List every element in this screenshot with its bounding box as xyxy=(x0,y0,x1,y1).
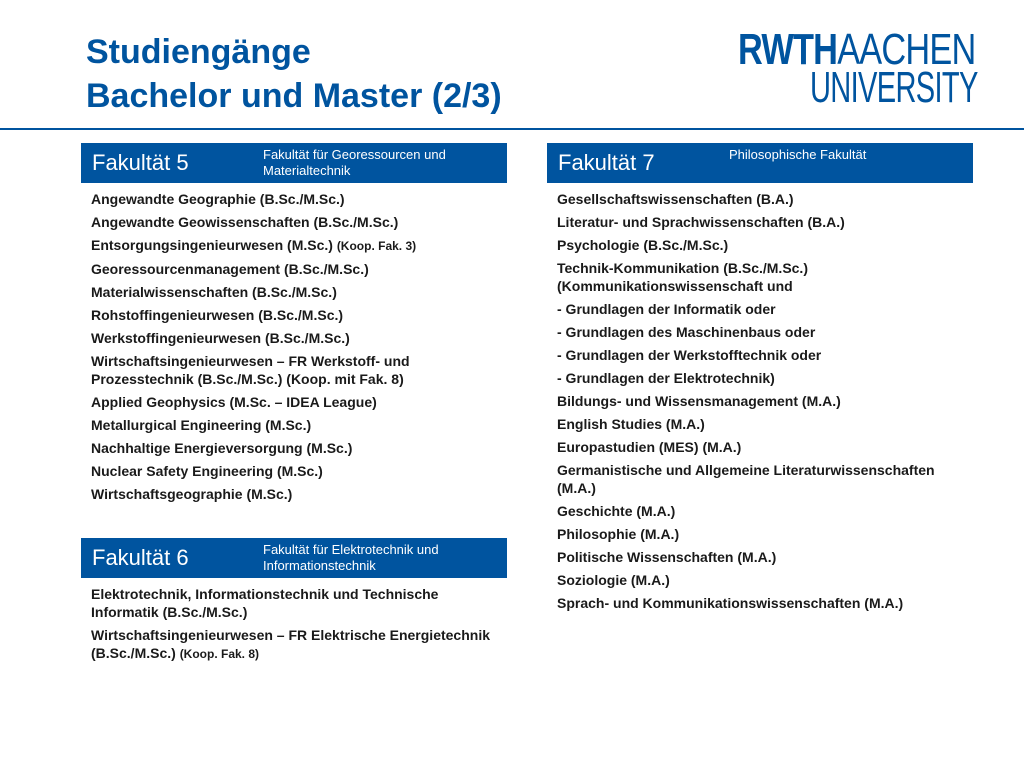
fakultaet6-program-list xyxy=(91,585,503,668)
fakultaet7-description: Philosophische Fakultät xyxy=(729,147,867,162)
fakultaet6-label: Fakultät 6 xyxy=(92,545,189,570)
fakultaet5-header xyxy=(81,143,507,183)
program-name: Georessourcenmanagement (B.Sc./M.Sc.) xyxy=(91,261,369,277)
program-name: Wirtschaftsgeographie (M.Sc.) xyxy=(91,486,293,502)
program-item xyxy=(557,323,969,341)
program-item xyxy=(91,283,503,301)
program-item xyxy=(557,190,969,208)
program-item xyxy=(91,439,503,457)
fakultaet5-description: Fakultät für Georessourcen und Materialtechnik xyxy=(263,147,446,178)
program-name: Politische Wissenschaften (M.A.) xyxy=(557,549,777,565)
program-name: - Grundlagen der Elektrotechnik) xyxy=(557,370,775,386)
program-item xyxy=(91,626,503,663)
program-name: - Grundlagen der Informatik oder xyxy=(557,301,776,317)
program-item xyxy=(91,352,503,388)
program-item xyxy=(557,346,969,364)
header-divider xyxy=(0,128,1024,130)
fakultaet5-program-list xyxy=(91,190,503,508)
logo-rwth: RWTH xyxy=(738,25,838,74)
program-name: Applied Geophysics (M.Sc. – IDEA League) xyxy=(91,394,377,410)
program-item xyxy=(91,416,503,434)
program-name: Literatur- und Sprachwissenschaften (B.A.) xyxy=(557,214,845,230)
page-title xyxy=(86,30,502,118)
program-item xyxy=(91,236,503,255)
program-item xyxy=(557,300,969,318)
program-name: Entsorgungsingenieurwesen (M.Sc.) xyxy=(91,237,333,253)
program-item xyxy=(91,306,503,324)
program-item xyxy=(557,369,969,387)
program-name: Geschichte (M.A.) xyxy=(557,503,676,519)
fakultaet7-header xyxy=(547,143,973,183)
program-name: Nuclear Safety Engineering (M.Sc.) xyxy=(91,463,323,479)
program-item xyxy=(557,415,969,433)
program-name: Angewandte Geographie (B.Sc./M.Sc.) xyxy=(91,191,345,207)
program-name: Angewandte Geowissenschaften (B.Sc./M.Sc.) xyxy=(91,214,399,230)
program-item xyxy=(557,571,969,589)
page-title-line1: Studiengänge xyxy=(86,33,311,71)
program-name: Wirtschaftsingenieurwesen – FR Werkstoff- und Prozesstechnik (B.Sc./M.Sc.) (Koop. mit Fak. 8) xyxy=(91,353,410,387)
program-item xyxy=(557,548,969,566)
logo-university: UNIVERSITY xyxy=(810,63,978,112)
program-name: Sprach- und Kommunikationswissenschaften (M.A.) xyxy=(557,595,904,611)
rwth-logo xyxy=(738,25,1000,112)
program-item xyxy=(557,438,969,456)
program-item xyxy=(91,393,503,411)
program-item xyxy=(91,260,503,278)
program-item xyxy=(557,213,969,231)
program-item xyxy=(91,190,503,208)
program-name: Werkstoffingenieurwesen (B.Sc./M.Sc.) xyxy=(91,330,350,346)
program-name: Gesellschaftswissenschaften (B.A.) xyxy=(557,191,794,207)
program-cooperation-note: (Koop. Fak. 3) xyxy=(336,239,417,253)
fakultaet5-label: Fakultät 5 xyxy=(92,150,189,175)
program-name: Rohstoffingenieurwesen (B.Sc./M.Sc.) xyxy=(91,307,344,323)
program-item xyxy=(91,213,503,231)
program-name: Technik-Kommunikation (B.Sc./M.Sc.) (Kommunikationswissenschaft und xyxy=(557,260,808,294)
fakultaet7-program-list xyxy=(557,190,969,617)
program-item xyxy=(91,462,503,480)
program-item xyxy=(91,329,503,347)
program-name: Bildungs- und Wissensmanagement (M.A.) xyxy=(557,393,841,409)
program-name: Germanistische und Allgemeine Literaturwissenschaften (M.A.) xyxy=(557,462,935,496)
logo-aachen: AACHEN xyxy=(837,25,976,74)
fakultaet7-label: Fakultät 7 xyxy=(558,150,655,175)
page-title-line2: Bachelor und Master (2/3) xyxy=(86,77,502,115)
program-name: Soziologie (M.A.) xyxy=(557,572,670,588)
fakultaet6-description: Fakultät für Elektrotechnik und Informationstechnik xyxy=(263,542,439,573)
program-item xyxy=(91,585,503,621)
program-name: Europastudien (MES) (M.A.) xyxy=(557,439,742,455)
program-name: Philosophie (M.A.) xyxy=(557,526,680,542)
program-name: Materialwissenschaften (B.Sc./M.Sc.) xyxy=(91,284,337,300)
program-item xyxy=(557,461,969,497)
program-name: English Studies (M.A.) xyxy=(557,416,705,432)
program-item xyxy=(557,392,969,410)
program-name: Nachhaltige Energieversorgung (M.Sc.) xyxy=(91,440,353,456)
program-name: Psychologie (B.Sc./M.Sc.) xyxy=(557,237,729,253)
fakultaet6-header xyxy=(81,538,507,578)
program-cooperation-note: (Koop. Fak. 8) xyxy=(179,647,260,661)
program-name: - Grundlagen des Maschinenbaus oder xyxy=(557,324,816,340)
program-name: Metallurgical Engineering (M.Sc.) xyxy=(91,417,312,433)
program-item xyxy=(557,259,969,295)
program-item xyxy=(91,485,503,503)
program-name: Wirtschaftsingenieurwesen – FR Elektrische Energietechnik (B.Sc./M.Sc.) xyxy=(91,627,490,661)
program-name: Elektrotechnik, Informationstechnik und Technische Informatik (B.Sc./M.Sc.) xyxy=(91,586,439,620)
program-name: - Grundlagen der Werkstofftechnik oder xyxy=(557,347,822,363)
program-item xyxy=(557,525,969,543)
program-item xyxy=(557,236,969,254)
program-item xyxy=(557,502,969,520)
program-item xyxy=(557,594,969,612)
